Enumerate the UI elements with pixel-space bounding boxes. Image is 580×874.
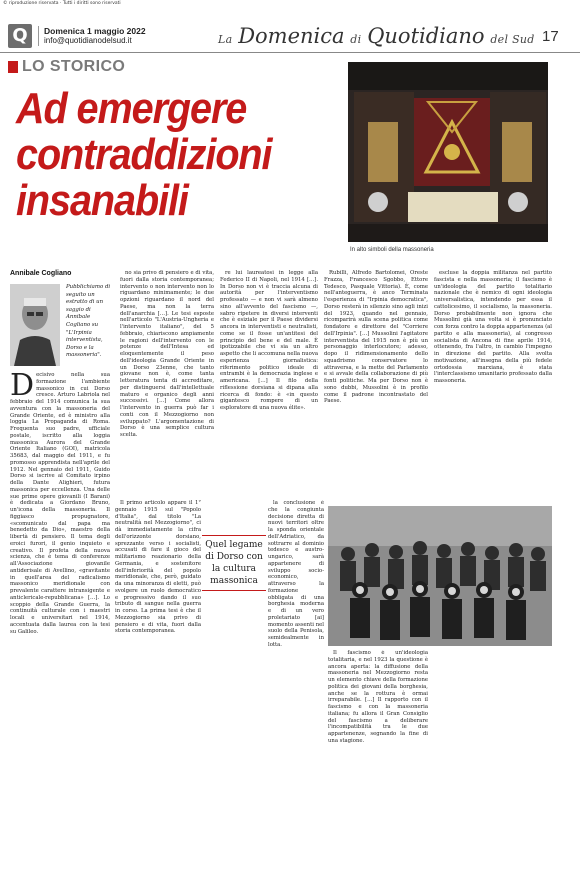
masthead-brand: La Domenica di Quotidiano del Sud: [218, 24, 535, 48]
section-tag: LO STORICO: [8, 60, 125, 74]
reproduction-notice: © riproduzione riservata · Tutti i diritti sono riservati: [3, 1, 121, 6]
author-byline: Annibale Cogliano: [10, 270, 72, 277]
page-header: [0, 24, 580, 50]
pull-quote-rule-top: [202, 535, 266, 536]
section-marker-icon: [8, 61, 18, 73]
contact-email[interactable]: info@quotidianodelsud.it: [44, 36, 132, 45]
article-column-2: Il primo articolo appare il 1° gennaio 1915 sul "Popolo d'Italia", dal titolo "La neutralità nel Mezzogiorno", ci dà immediatamente la cifra dell'orizzonte dorsiano, sprezzante verso i socialisti, accusati di fare il gioco del militarismo reazionario della Germania, e sostenitore dell'inferiorità del popolo meridionale, che, però, guidato da una minoranza di eletti, può svolgere un ruolo democratico e progressivo dando il suo tributo di sangue nella guerra in corso. La prima tesi è che il Mezzogiorno sia privo di pensiero e di vita, fuori dalla storia contemporanea.: [115, 500, 201, 635]
page-number: 17: [542, 28, 559, 45]
newspaper-logo: Q: [8, 24, 32, 48]
article-column-1: D ecisivo nella sua formazione l'ambiente massonico in cui Dorso cresce. Arturo Labriola nel febbraio del 1914 comunica la sua avventura con la massoneria del Grande Oriente, ed è ministro alla loggia La Propaganda di Roma. Frequenta suo padre, ufficiale postale, iscritto alla loggia massonica Aurora del Grande Oriente Italiano (GOI), matricola 35683, dal maggio del 1911, e fu promosso apprendista nell'aprile del 1912. Nel gennaio del 1911, Guido Dorso si iscrive al Comitato irpino della Dante Alighieri, futura massonica per eccellenza. Una delle sue prime opere giovanili (I Barani) è dedicata a Giordano Bruno, un'icona della massoneria. Il figgiasco propugnatore, «scomunicato dal papa ma benedetto da Dio», maestro della libertà di pensiero. Il tema degli eroici furori, il genio inquieto e creativo. Il profeta della nuova scienza, che è tema di conferenze all'Associazione giovanile antiderisale di Avellino, «gravitante in quell'area del radicalismo massonico meridionale con prevalente carattere intransigente e anticlericale-repubblicana» […]. Lo scoppio della Grande Guerra, la continuità culturale con i maestri locali e universitari nel 1914, accentuata dalla laurea con la tesi su Galileo.: [10, 372, 110, 635]
article-column-mid: la conclusione è che la congiunta decisione diretta di nuovi territori oltre la sponda orientale dell'Adriatico, da sottrarre al dominio tedesco e austro-ungarico, sarà appartenere di sviluppo socio-economico, attraverso la formazione obbligata di una borghesia moderna e di un vero proletariato [ai] momento assenti nel suolo della Penisola, semidealmente in lotta.: [268, 500, 324, 648]
masonic-symbols-photo: [348, 62, 548, 242]
article-column-6: escluse la doppia militanza nel partito fascista e nella massoneria; il fascismo è un'ideologia del partito totalitario nazionale che è nemico di ogni ideologia universalistica, intendendo per essa il cattolicesimo, il socialismo, la massoneria. Dorso probabilmente non ignora che Mussolini già una volta si è pronunciato con forza contro la doppia appartenenza (al partito e alla massoneria), al congresso socialista di Ancona di fine aprile 1914, ottenendo, fra l'altro, in cambio l'impegno in direzione del partito. Alla svolta motivazione, all'insegna della più fedele ortodossia marxiana, è stata l'interclassismo umanitario professato dalla massoneria.: [434, 270, 552, 384]
header-separator: [38, 26, 39, 46]
article-column-4: re lui laureatosi in legge alla Federico II di Napoli, nel 1914 […]. In Dorso non vi è traccia alcuna di autorità per l'interventismo professato — e non vi sarà almeno sino all'avvento del fascismo —, sabro ripetere in diversi interventi che è esiziale per il Paese dividersi ancora in interventisti e neutralisti, come se il fosse un'antitesi del principio del bene e del male. È ipotizzabile che vi sia un altro aspetto che li accomuna nella nuova esperienza giornalistica: riferimento politico ideale di entrambi è la democrazia inglese e americana. […] Il filo della riflessione dorsiana si dipana alla ricerca di fondo: è «in questo gigantesco rompere di un esploratore di una nuova élite».: [220, 270, 318, 411]
article-headline: Ad emergere contraddizioni insanabili: [16, 84, 272, 225]
photo-caption: In alto simboli della massoneria: [350, 247, 434, 253]
pull-quote-rule-bottom: [202, 590, 266, 591]
group-photo: [328, 506, 552, 646]
pull-quote: Quel legame di Dorso con la cultura massonica: [202, 532, 266, 594]
drop-cap: D: [10, 372, 35, 403]
article-column-5: Rubilli, Alfredo Bartolomei, Oreste Frazza, Francesco Sgobbo, Ettore Tedesco, Pasquale Vittoria). È, come nell'anteguerra, è anco Terminata l'esperienza di "Irpinia democratica", Dorso resterà in silenzio sino agli inizi del 1923, quando nel gennaio, ricomparirà sulla scena politica come fondatore e direttore del "Corriere dell'Irpinia". […] Mussolini l'agitatore interventista del 1915 non è più un personaggio interlocutore; adesso, dopo il ridimensionamento dello squadrismo conservatore lo attraversa, e la mette del Parlamento e si avvale della collaborazione di più fonti politiche. Ma per Dorso non è sono dubbi, Mussolini è in profilo come il padrone incontrastato del Paese.: [324, 270, 428, 405]
article-column-3: no sia privo di pensiero e di vita, fuori dalla storia contemporanea; intervento o non intervento non lo riguardano minimamente; le due opzioni riguardano il nord del Paese, ma non la terra dell'anarchia […]. Le tesi esposte nell'articolo "L'Austria-Ungheria e l'intervento italiano", del 5 febbraio, chiariscono ampiamente le ragioni dell'intervento con le potenze dell'Intesa ed eloquentemente il peso dell'ideologia Grande Oriente in un Dorso 23enne, che tanto giovane non è, come tanta letteratura tenta di accreditare, per distinguersi dall'intellettuale maturo e organico degli anni successivi. […] Come allora l'intervento in guerra può far i conti con il Mezzogiorno non sviluppato? L'argomentazione di Dorso è una semplice cultura scelta.: [120, 270, 214, 438]
author-portrait: [10, 284, 60, 366]
issue-date: Domenica 1 maggio 2022: [44, 26, 146, 36]
header-rule: [0, 52, 580, 53]
article-column-7: Il fascismo è un'ideologia totalitaria, e nel 1923 la questione è ancora aperta: la diffusione della massoneria nel Mezzogiorno resta un elemento chiave della formazione politica dei giovani della borghesia, anche se la rottura è ormai irreparabile. […] Il rapporto con il fascismo e con la massoneria italiana; fu allora il Gran Consiglio del fascismo a deliberare l'incompatibilità tra le due appartenenze, segnando la fine di una stagione.: [328, 650, 428, 744]
author-bio: Pubblichiamo di seguito un estratto di un saggio di Annibale Cogliano su "L'Irpinia interventista, Dorso e la massoneria".: [66, 284, 111, 359]
